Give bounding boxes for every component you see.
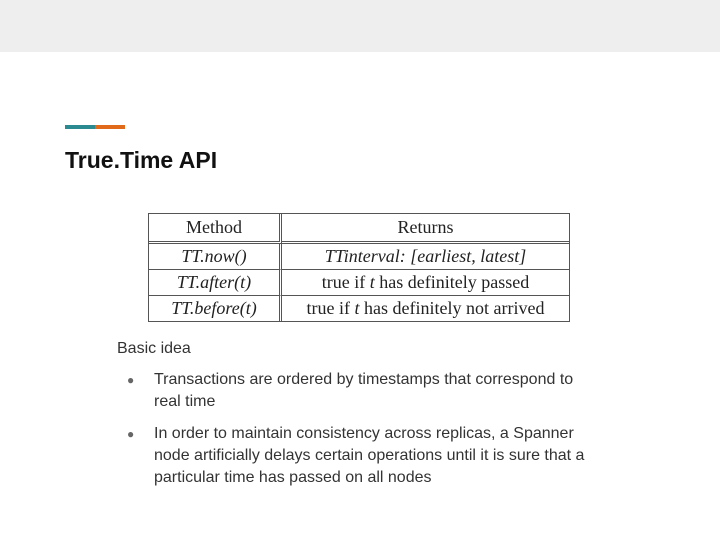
bullet-text: In order to maintain consistency across replicas, a Spanner node artificially delays certain operations until it is sure that a particular time has passed on all nodes (154, 425, 585, 486)
accent-bar-teal (65, 125, 95, 129)
slide-title: True.Time API (65, 147, 218, 173)
header-returns: Returns (282, 214, 569, 244)
returns-text: TTinterval: (324, 246, 411, 267)
subheading: Basic idea (117, 340, 191, 357)
returns-text: has definitely not arrived (359, 298, 545, 319)
returns-cell (282, 296, 569, 321)
method-cell: TT.before(t) (149, 296, 282, 321)
accent-bar-orange (95, 125, 125, 129)
bullet-list (120, 369, 600, 499)
returns-cell (282, 244, 569, 270)
returns-cell (282, 270, 569, 296)
returns-var: t (369, 272, 375, 293)
table-row (149, 296, 569, 321)
returns-text: true if (306, 298, 355, 319)
list-item (120, 423, 600, 489)
returns-var: t (354, 298, 360, 319)
returns-text: true if (321, 272, 370, 293)
list-item (120, 369, 600, 413)
table-header-row (149, 214, 569, 244)
table-row (149, 270, 569, 296)
bullet-text: Transactions are ordered by timestamps that correspond to real time (154, 371, 574, 410)
header-method: Method (149, 214, 282, 244)
bullet-icon: ● (127, 373, 135, 387)
table-row (149, 244, 569, 270)
top-bar (0, 0, 720, 52)
api-table (148, 213, 570, 322)
returns-text: has definitely passed (374, 272, 530, 293)
method-cell: TT.now() (149, 244, 282, 270)
bullet-icon: ● (127, 427, 135, 441)
method-cell: TT.after(t) (149, 270, 282, 296)
returns-text: [earliest, latest] (410, 246, 527, 267)
